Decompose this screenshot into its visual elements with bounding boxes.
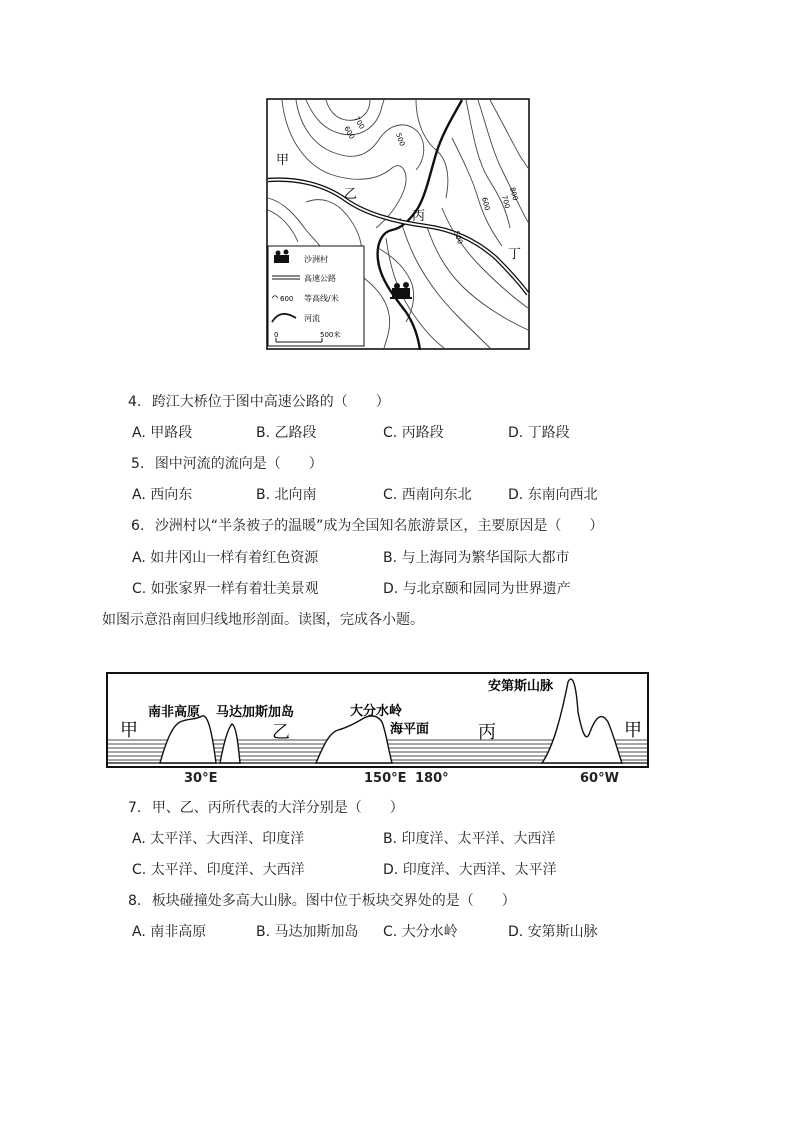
- option-letter: B.: [383, 831, 398, 847]
- contour-label: 800: [508, 186, 520, 202]
- option-letter: C.: [383, 924, 398, 940]
- map-label-jia: 甲: [276, 153, 290, 168]
- option-letter: A.: [132, 550, 146, 566]
- option-letter: D.: [383, 581, 399, 597]
- axis-tick-180: 180°: [415, 771, 449, 786]
- question-5: [131, 455, 323, 473]
- option-8b[interactable]: [256, 923, 359, 941]
- legend-contour: 等高线/米: [304, 294, 339, 303]
- label-madagascar: 马达加斯加岛: [216, 705, 295, 720]
- option-8a[interactable]: [132, 923, 206, 941]
- contour-label: 700: [500, 194, 512, 210]
- label-great-dividing-range: 大分水岭: [350, 704, 403, 719]
- contour-label: 500: [452, 229, 465, 246]
- option-text: 大分水岭: [401, 924, 458, 940]
- option-7b[interactable]: [383, 830, 556, 848]
- question-text: 板块碰撞处多高大山脉。图中位于板块交界处的是（ ）: [151, 893, 516, 909]
- topographic-map: [266, 98, 530, 350]
- option-text: 南非高原: [150, 924, 207, 940]
- ocean-label-jia-left: 甲: [120, 720, 138, 741]
- option-text: 太平洋、印度洋、大西洋: [150, 862, 305, 878]
- question-8: [128, 892, 516, 910]
- option-5b[interactable]: [256, 486, 317, 504]
- option-letter: B.: [256, 425, 271, 441]
- option-text: 安第斯山脉: [527, 924, 598, 940]
- option-letter: B.: [256, 924, 271, 940]
- option-text: 印度洋、大西洋、太平洋: [402, 862, 557, 878]
- option-text: 甲路段: [150, 425, 193, 441]
- option-letter: A.: [132, 425, 146, 441]
- scale-end: 500米: [320, 331, 341, 339]
- option-4d[interactable]: [508, 424, 570, 442]
- option-7c[interactable]: [132, 861, 305, 879]
- option-text: 东南向西北: [527, 487, 598, 503]
- option-7d[interactable]: [383, 861, 557, 879]
- option-4c[interactable]: [383, 424, 444, 442]
- question-text: 甲、乙、丙所代表的大洋分别是（ ）: [151, 800, 404, 816]
- option-letter: D.: [508, 487, 524, 503]
- option-text: 丙路段: [401, 425, 444, 441]
- map-legend: [268, 246, 364, 346]
- legend-river: 河流: [304, 314, 320, 323]
- option-text: 西向东: [150, 487, 193, 503]
- intro-text: 如图示意沿南回归线地形剖面。读图，完成各小题。: [102, 612, 424, 628]
- legend-contour-sample: 600: [280, 295, 294, 303]
- map-label-yi: 乙: [344, 187, 358, 202]
- option-letter: D.: [508, 924, 524, 940]
- question-text: 图中河流的流向是（ ）: [154, 456, 323, 472]
- map-label-bing: 丙: [412, 209, 426, 224]
- option-letter: B.: [256, 487, 271, 503]
- option-text: 如张家界一样有着壮美景观: [150, 581, 319, 597]
- label-sea-level: 海平面: [390, 722, 430, 737]
- option-letter: C.: [383, 425, 398, 441]
- ocean-label-bing: 丙: [478, 722, 496, 743]
- option-letter: C.: [132, 581, 147, 597]
- option-letter: A.: [132, 487, 146, 503]
- question-text: 跨江大桥位于图中高速公路的（ ）: [151, 394, 390, 410]
- option-text: 与北京颐和园同为世界遗产: [402, 581, 571, 597]
- question-number: 5.: [131, 456, 145, 472]
- label-south-africa-plateau: 南非高原: [148, 705, 201, 720]
- option-8d[interactable]: [508, 923, 598, 941]
- legend-village: 沙洲村: [304, 255, 328, 264]
- question-number: 8.: [128, 893, 142, 909]
- option-text: 马达加斯加岛: [274, 924, 359, 940]
- option-letter: C.: [383, 487, 398, 503]
- question-7: [128, 799, 404, 817]
- option-text: 太平洋、大西洋、印度洋: [150, 831, 305, 847]
- contour-label: 500: [394, 131, 407, 148]
- axis-tick-60w: 60°W: [580, 771, 619, 786]
- tropic-profile-diagram: [106, 672, 649, 768]
- option-5d[interactable]: [508, 486, 598, 504]
- option-5a[interactable]: [132, 486, 192, 504]
- option-text: 与上海同为繁华国际大都市: [401, 550, 570, 566]
- question-number: 6.: [131, 518, 145, 534]
- option-text: 印度洋、太平洋、大西洋: [401, 831, 556, 847]
- question-text: 沙洲村以“半条被子的温暖”成为全国知名旅游景区，主要原因是（ ）: [154, 518, 604, 534]
- option-6a[interactable]: [132, 549, 318, 567]
- axis-tick-150e: 150°E: [364, 771, 407, 786]
- option-letter: B.: [383, 550, 398, 566]
- scale-zero: 0: [274, 331, 279, 339]
- legend-highway: 高速公路: [304, 274, 336, 283]
- contour-label: 600: [480, 196, 492, 212]
- option-5c[interactable]: [383, 486, 472, 504]
- option-text: 丁路段: [527, 425, 570, 441]
- option-letter: A.: [132, 924, 146, 940]
- label-andes: 安第斯山脉: [488, 679, 554, 694]
- ocean-label-yi: 乙: [272, 722, 290, 743]
- option-6d[interactable]: [383, 580, 571, 598]
- question-6: [131, 517, 603, 535]
- option-6b[interactable]: [383, 549, 570, 567]
- axis-tick-30e: 30°E: [184, 771, 218, 786]
- question-number: 4.: [128, 394, 142, 410]
- option-6c[interactable]: [132, 580, 319, 598]
- contour-label: 600: [342, 125, 356, 141]
- question-number: 7.: [128, 800, 142, 816]
- option-8c[interactable]: [383, 923, 458, 941]
- contour-label: 700: [352, 115, 366, 131]
- ocean-label-jia-right: 甲: [624, 720, 642, 741]
- option-7a[interactable]: [132, 830, 304, 848]
- map-label-ding: 丁: [508, 247, 522, 262]
- option-letter: D.: [383, 862, 399, 878]
- option-text: 乙路段: [274, 425, 317, 441]
- option-letter: D.: [508, 425, 524, 441]
- question-4: [128, 393, 390, 411]
- option-text: 西南向东北: [401, 487, 472, 503]
- option-text: 北向南: [274, 487, 317, 503]
- option-4a[interactable]: [132, 424, 192, 442]
- option-text: 如井冈山一样有着红色资源: [150, 550, 319, 566]
- option-letter: A.: [132, 831, 146, 847]
- option-4b[interactable]: [256, 424, 317, 442]
- option-letter: C.: [132, 862, 147, 878]
